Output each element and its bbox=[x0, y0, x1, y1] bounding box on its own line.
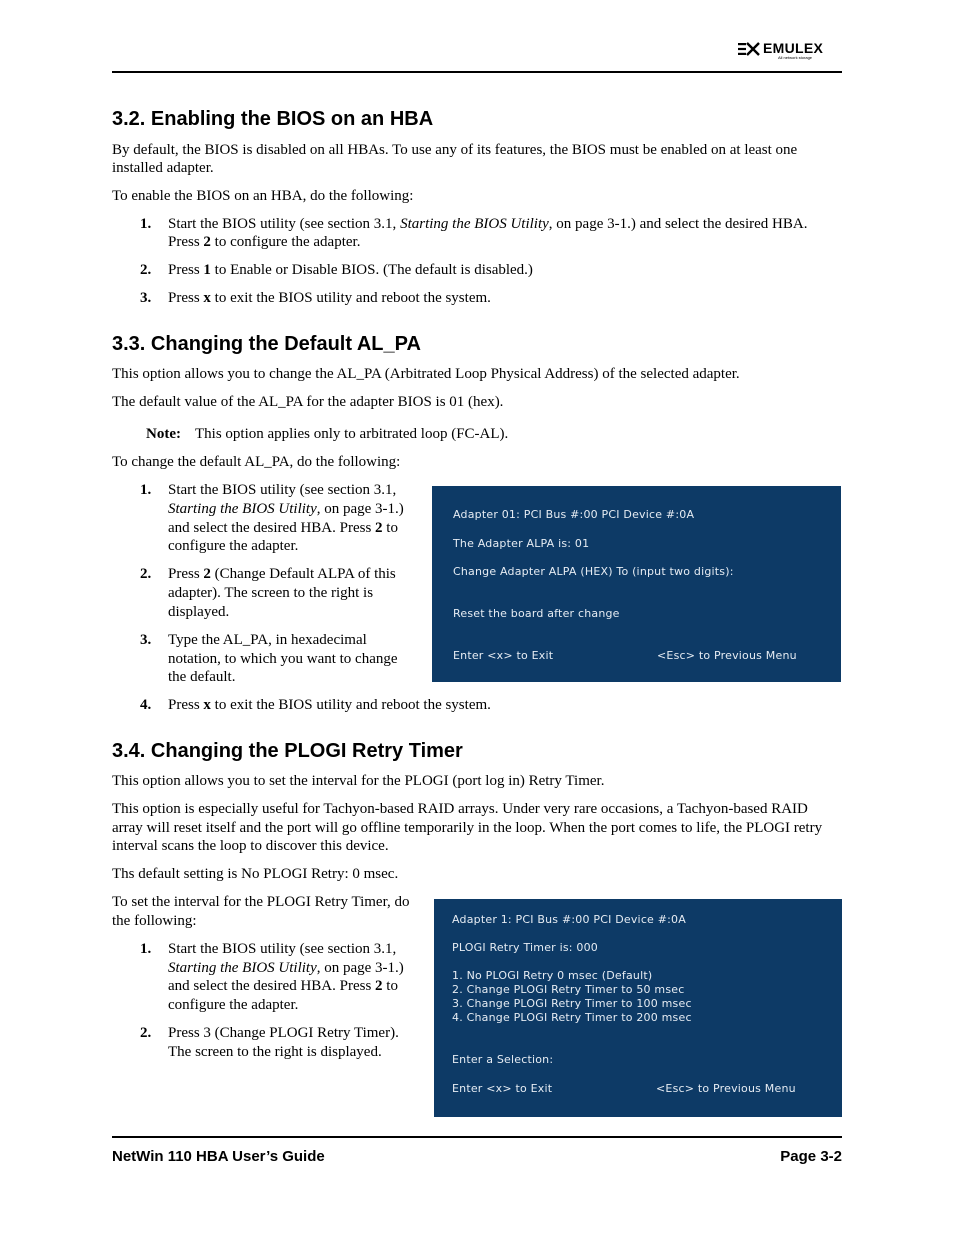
plogi-screen-option-4: 4. Change PLOGI Retry Timer to 200 msec bbox=[452, 1011, 692, 1024]
s32-step1-ref: Starting the BIOS Utility bbox=[400, 216, 549, 232]
section-3-3-title: 3.3. Changing the Default AL_PA bbox=[112, 333, 421, 355]
s32-step3-text: Press x to exit the BIOS utility and reboot the system. bbox=[168, 290, 491, 306]
header-rule bbox=[112, 71, 842, 73]
s34-step2-number: 2. bbox=[140, 1025, 152, 1041]
s33-step2-number: 2. bbox=[140, 566, 152, 582]
alpa-screen-reset: Reset the board after change bbox=[453, 607, 620, 620]
plogi-screen-previous: <Esc> to Previous Menu bbox=[656, 1082, 796, 1095]
s34-para2-line3: interval scans the loop to discover this device. bbox=[112, 838, 389, 854]
s34-step1-line2: Starting the BIOS Utility, on page 3-1.) bbox=[168, 960, 404, 976]
footer-rule bbox=[112, 1136, 842, 1138]
s32-step1-line2: Press 2 to configure the adapter. bbox=[168, 234, 361, 250]
note-text: This option applies only to arbitrated loop (FC-AL). bbox=[194, 426, 509, 442]
s33-para3: To change the default AL_PA, do the following: bbox=[112, 454, 401, 470]
s33-step1-line1: Start the BIOS utility (see section 3.1, bbox=[168, 482, 397, 498]
s33-step1-line4: configure the adapter. bbox=[168, 538, 299, 554]
plogi-screen-option-1: 1. No PLOGI Retry 0 msec (Default) bbox=[452, 969, 653, 982]
plogi-screen-current: PLOGI Retry Timer is: 000 bbox=[452, 941, 598, 954]
alpa-bios-screen bbox=[432, 486, 841, 682]
s33-step4-number: 4. bbox=[140, 697, 152, 713]
alpa-screen-exit: Enter <x> to Exit bbox=[453, 649, 554, 662]
plogi-bios-screen bbox=[434, 899, 842, 1117]
alpa-screen-current: The Adapter ALPA is: 01 bbox=[453, 537, 590, 550]
s33-step3-line1: Type the AL_PA, in hexadecimal bbox=[168, 632, 367, 648]
emulex-logo bbox=[738, 40, 842, 62]
s34-step2-line1: Press 3 (Change PLOGI Retry Timer). bbox=[168, 1025, 399, 1041]
s33-step2-line2: adapter). The screen to the right is bbox=[168, 585, 374, 601]
alpa-screen-previous: <Esc> to Previous Menu bbox=[657, 649, 797, 662]
s33-step1-number: 1. bbox=[140, 482, 152, 498]
s34-para1: This option allows you to set the interval for the PLOGI (port log in) Retry Timer. bbox=[112, 773, 605, 789]
footer-guide-title: NetWin 110 HBA User’s Guide bbox=[112, 1148, 325, 1165]
s33-para1: This option allows you to change the AL_PA (Arbitrated Loop Physical Address) of the selected adapter. bbox=[112, 366, 740, 382]
s34-para4-line1: To set the interval for the PLOGI Retry Timer, do bbox=[112, 894, 410, 910]
plogi-screen-option-2: 2. Change PLOGI Retry Timer to 50 msec bbox=[452, 983, 685, 996]
s34-step1-line1: Start the BIOS utility (see section 3.1, bbox=[168, 941, 397, 957]
s33-step3-number: 3. bbox=[140, 632, 152, 648]
plogi-screen-option-3: 3. Change PLOGI Retry Timer to 100 msec bbox=[452, 997, 692, 1010]
s32-step2-text: Press 1 to Enable or Disable BIOS. (The default is disabled.) bbox=[168, 262, 533, 278]
s32-para1-line2: installed adapter. bbox=[112, 160, 214, 176]
s34-para2-line2: array will reset itself and the port will go offline temporarily in the loop. When the port comes to life, the PLOGI retry bbox=[112, 820, 823, 836]
emulex-logo-icon bbox=[738, 42, 760, 56]
s33-step3-line3: the default. bbox=[168, 669, 236, 685]
s34-para4-line2: the following: bbox=[112, 913, 197, 929]
footer-page-number: Page 3-2 bbox=[780, 1148, 842, 1165]
s33-step1-line2: Starting the BIOS Utility, on page 3-1.) bbox=[168, 501, 404, 517]
plogi-screen-adapter-line: Adapter 1: PCI Bus #:00 PCI Device #:0A bbox=[452, 913, 686, 926]
logo-text: EMULEX bbox=[763, 40, 824, 56]
note-label: Note: bbox=[146, 426, 181, 442]
s33-note bbox=[146, 425, 508, 444]
s32-step3-number: 3. bbox=[140, 290, 152, 306]
s33-step2-line1: Press 2 (Change Default ALPA of this bbox=[168, 566, 396, 582]
s34-para3: Ths default setting is No PLOGI Retry: 0 msec. bbox=[112, 866, 399, 882]
s34-para2-line1: This option is especially useful for Tachyon-based RAID arrays. Under very rare occasions, a Tachyon-based RAID bbox=[112, 801, 808, 817]
alpa-screen-prompt: Change Adapter ALPA (HEX) To (input two digits): bbox=[453, 565, 734, 578]
s32-para1-line1: By default, the BIOS is disabled on all HBAs. To use any of its features, the BIOS must be enabled on at least one bbox=[112, 142, 798, 158]
s32-step1-line1: Start the BIOS utility (see section 3.1, Starting the BIOS Utility, on page 3-1.) and select the desired HBA. bbox=[168, 216, 808, 232]
s33-step3-line2: notation, to which you want to change bbox=[168, 651, 398, 667]
plogi-screen-exit: Enter <x> to Exit bbox=[452, 1082, 553, 1095]
logo-tagline: All network storage bbox=[778, 55, 813, 60]
plogi-screen-selection-prompt: Enter a Selection: bbox=[452, 1053, 554, 1066]
s33-para2: The default value of the AL_PA for the adapter BIOS is 01 (hex). bbox=[112, 394, 504, 410]
s33-step1-line3: and select the desired HBA. Press 2 to bbox=[168, 520, 398, 536]
s33-step2-line3: displayed. bbox=[168, 604, 230, 620]
s32-para2: To enable the BIOS on an HBA, do the following: bbox=[112, 188, 414, 204]
alpa-screen-adapter-line: Adapter 01: PCI Bus #:00 PCI Device #:0A bbox=[453, 508, 695, 521]
section-3-4-title: 3.4. Changing the PLOGI Retry Timer bbox=[112, 740, 463, 762]
s32-step1-number: 1. bbox=[140, 216, 152, 232]
s34-step1-line4: configure the adapter. bbox=[168, 997, 299, 1013]
s34-step1-line3: and select the desired HBA. Press 2 to bbox=[168, 978, 398, 994]
s34-step1-number: 1. bbox=[140, 941, 152, 957]
s34-step2-line2: The screen to the right is displayed. bbox=[168, 1044, 382, 1060]
s33-step4-text: Press x to exit the BIOS utility and reboot the system. bbox=[168, 697, 491, 713]
s32-step2-number: 2. bbox=[140, 262, 152, 278]
section-3-2-title: 3.2. Enabling the BIOS on an HBA bbox=[112, 108, 434, 130]
